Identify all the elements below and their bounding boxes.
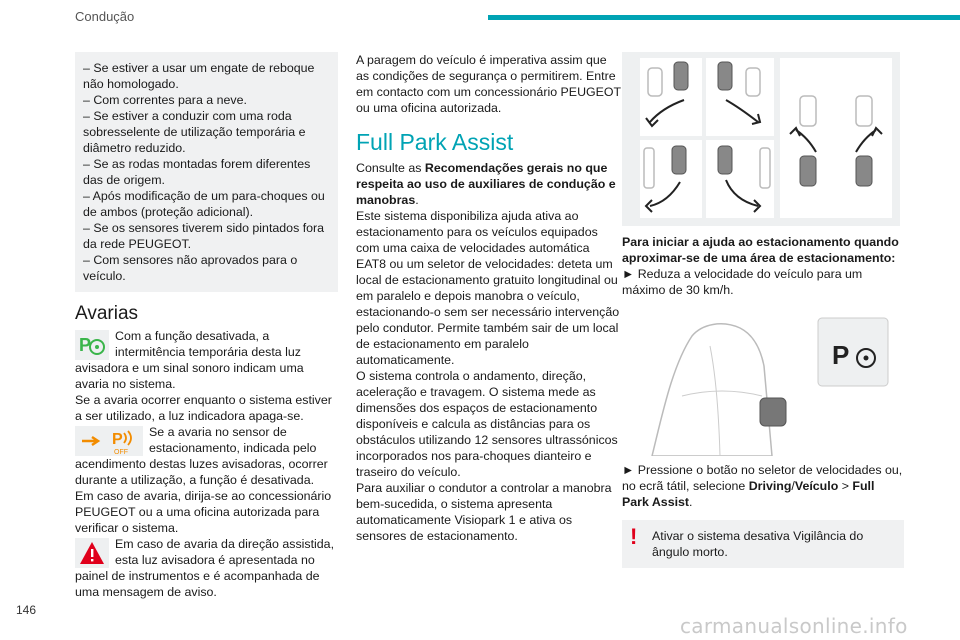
step-2: ► Pressione o botão no seletor de velocidades ou, no ecrã tátil, selecione Driving/Veículo > Full Park Assist. (622, 463, 903, 509)
svg-text:P: P (79, 335, 92, 355)
parking-maneuvers-illustration (622, 52, 900, 226)
header-title: Condução (75, 9, 135, 24)
list-item: – Se os sensores tiverem sido pintados fora da rede PEUGEOT. (83, 221, 325, 251)
warning-exclamation-icon: ! (630, 524, 638, 549)
maneuver-tile (706, 140, 774, 218)
list-item: – Se as rodas montadas forem diferentes das de origem. (83, 157, 311, 187)
start-heading: Para iniciar a ajuda ao estacionamento quando aproximar-se de uma área de estacionamento: (622, 235, 899, 265)
conditions-list-box (75, 52, 338, 292)
column-right (622, 52, 904, 568)
fault-para-4: Em caso de avaria, dirija-se ao concessionário PEUGEOT ou a uma oficina autorizada para verificar o sistema. (75, 489, 332, 535)
warning-note: ! Ativar o sistema desativa Vigilância do ângulo morto. (622, 520, 904, 568)
column-left (75, 52, 338, 600)
parking-sensor-fault-icons (75, 426, 143, 456)
body-paragraph-2: O sistema controla o andamento, direção, aceleração e travagem. O sistema mede as dimensões dos espaços de estacionamento disponíveis e calcula as distâncias para os obstáculos utilizando 12 sensores ultrassónicos incorporados nos para-choques dianteiro e traseiro do veículo. (356, 369, 618, 479)
avarias-heading: Avarias (75, 303, 139, 324)
step-1: ► Reduza a velocidade do veículo para um máximo de 30 km/h. (622, 267, 863, 297)
fault-para-3: P OFF Se a avaria no sensor de estacionamento, indicada pelo acendimento destas luzes avisadoras, ocorrer durante a utilização, a função é desativada. (75, 425, 328, 487)
body-paragraph-1: Este sistema disponibiliza ajuda ativa ao estacionamento para os veículos equipados com uma caixa de velocidades automática EAT8 ou um seletor de velocidades: deteta um local de estacionamento gratuito longitudinal ou em paralelo e depois manobra o veículo, estacionando-o sem ser necessário intervenção pelo condutor. Permite também sair de um local de estacionamento em paralelo automaticamente. (356, 209, 620, 367)
full-park-assist-heading: Full Park Assist (356, 129, 514, 155)
consult-link-bold: Recomendações gerais no que respeita ao uso de auxiliares de condução e manobras (356, 161, 616, 207)
watermark: carmanualsonline.info (680, 614, 908, 638)
gear-selector-illustration (622, 306, 900, 456)
list-item: – Com correntes para a neve. (83, 93, 247, 107)
page-number: 146 (16, 603, 37, 617)
list-item: – Após modificação de um para-choques ou de ambos (proteção adicional). (83, 189, 325, 219)
park-assist-green-icon (75, 330, 109, 360)
parallel-exit-tile (780, 58, 892, 218)
intro-paragraph: A paragem do veículo é imperativa assim que as condições de segurança o permitirem. Entre em contacto com um concessionário PEUGEOT ou uma oficina autorizada. (356, 53, 621, 115)
list-item: – Se estiver a usar um engate de reboque não homologado. (83, 61, 315, 91)
header-accent-bar (488, 15, 960, 20)
svg-text:P: P (112, 431, 123, 448)
maneuver-tile (640, 140, 702, 218)
body-paragraph-3: Para auxiliar o condutor a controlar a manobra bem-sucedida, o sistema apresenta automaticamente Visiopark 1 e ativa os sensores de estacionamento. (356, 481, 612, 543)
consult-paragraph: Consulte as Recomendações gerais no que respeita ao uso de auxiliares de condução e manobras. (356, 161, 616, 207)
list-item: – Com sensores não aprovados para o veículo. (83, 253, 298, 283)
fault-para-2: Se a avaria ocorrer enquanto o sistema estiver a ser utilizado, a luz indicadora apaga-se. (75, 393, 332, 423)
fault-para-1: P Com a função desativada, a intermitência temporária desta luz avisadora e um sinal sonoro indicam uma avaria no sistema. (75, 329, 304, 391)
svg-text:OFF: OFF (114, 449, 128, 455)
maneuver-tile (706, 58, 774, 136)
column-middle (356, 52, 621, 544)
list-item: – Se estiver a conduzir com uma roda sobresselente de utilização temporária e diâmetro reduzido. (83, 109, 306, 155)
maneuver-tile (640, 58, 702, 136)
fault-para-5: Em caso de avaria da direção assistida, esta luz avisadora é apresentada no painel de instrumentos e é acompanhada de uma mensagem de aviso. (75, 537, 335, 599)
park-assist-button-label: P (832, 340, 850, 370)
warning-triangle-icon (75, 538, 109, 568)
